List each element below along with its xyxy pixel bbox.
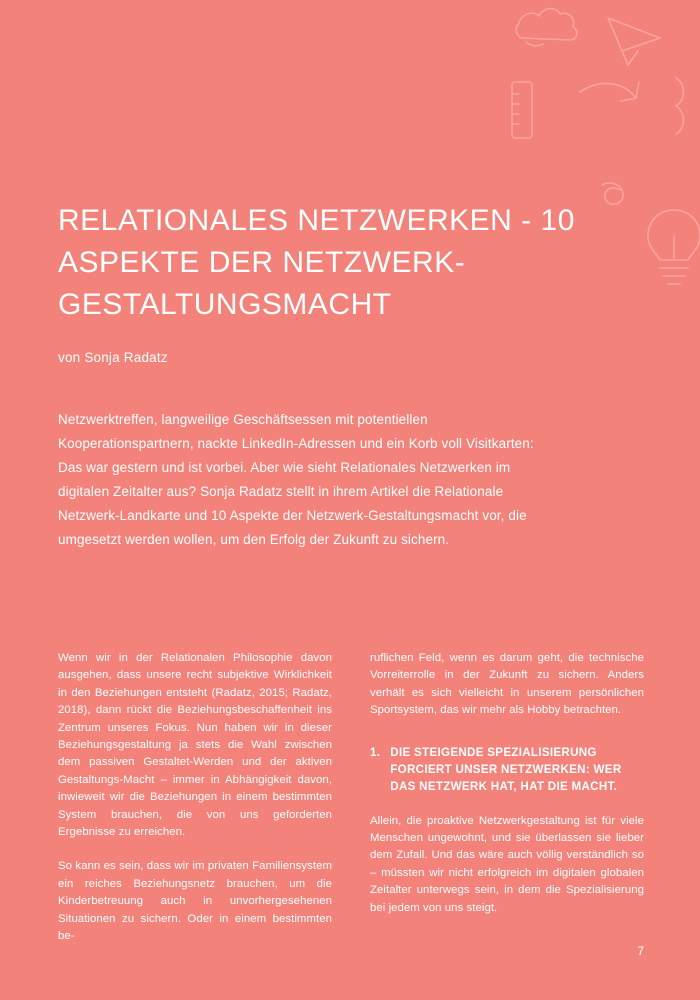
column-left [58, 650, 332, 946]
title-block [58, 200, 618, 365]
arrow-doodle-icon [580, 82, 639, 101]
ruler-doodle-icon [512, 82, 532, 138]
section-heading [370, 744, 644, 795]
paper-plane-doodle-icon [608, 18, 660, 65]
page-title: RELATIONALES NETZWERKEN - 10 ASPEKTE DER NETZWERK-GESTALTUNGSMACHT [58, 204, 575, 321]
column-right [370, 650, 644, 946]
author-byline: von Sonja Radatz [58, 350, 168, 365]
lead-text: Netzwerktreffen, langweilige Geschäftsessen mit potentiellen Kooperationspartnern, nackte LinkedIn-Adressen und ein Korb voll Visitkarten: Das war gestern und ist vorbei. Aber wie sieht Relationales Netzwerken im digitalen Zeitalter aus? Sonja Radatz stellt in ihrem Artikel die Relationale Netzwerk-Landkarte und 10 Aspekte der Netzwerk-Gestaltungsmacht vor, die umgesetzt werden wollen, um den Erfolg der Zukunft zu sichern. [58, 412, 534, 547]
paragraph: So kann es sein, dass wir im privaten Familiensystem ein reiches Beziehungsnetz brauchen, um die Kinderbetreuung auch in unvorhergesehenen Situationen zu sichern. Oder in einem bestimmten be- [58, 860, 332, 943]
lightbulb-doodle-icon [648, 210, 700, 284]
page-number: 7 [637, 944, 644, 958]
bracket-doodle-icon [676, 78, 684, 134]
paragraph: Allein, die proaktive Netzwerkgestaltung ist für viele Menschen ungewohnt, und sie überlassen sie lieber dem Zufall. Und das wäre auch völlig verständlich so – müssten wir nicht erfolgreich im digitalen globalen Zeitalter unterwegs sein, in dem die Spezialisierung bei jedem von uns steigt. [370, 814, 644, 914]
paragraph: ruflichen Feld, wenn es darum geht, die technische Vorreiterrolle in der Zukunft zu sichern. Anders verhält es sich vielleicht in unserem persönlichen Sportsystem, das wir mehr als Hobby betrachten. [370, 652, 644, 717]
section-heading-text: DIE STEIGENDE SPEZIALISIERUNG FORCIERT UNSER NETZWERKEN: WER DAS NETZWERK HAT, HAT DIE MACHT. [390, 745, 622, 793]
article-columns [58, 650, 644, 946]
cloud-doodle-icon [516, 9, 577, 46]
lead-paragraph [58, 408, 548, 552]
section-number: 1. [370, 745, 381, 759]
paragraph: Wenn wir in der Relationalen Philosophie davon ausgehen, dass unsere recht subjektive Wirklichkeit in den Beziehungen entsteht (Radatz, 2015; Radatz, 2018), dann rückt die Beziehungsbeschaffenheit ins Zentrum unseres Fokus. Nun haben wir in dieser Beziehungsgestaltung ja stets die Wahl zwischen dem passiven Gestaltet-Werden und der aktiven Gestaltungs-Macht – immer in Abhängigkeit davon, inwieweit wir die Beziehungen in einem bestimmten System brauchen, die von uns geforderten Ergebnisse zu erreichen. [58, 652, 332, 839]
